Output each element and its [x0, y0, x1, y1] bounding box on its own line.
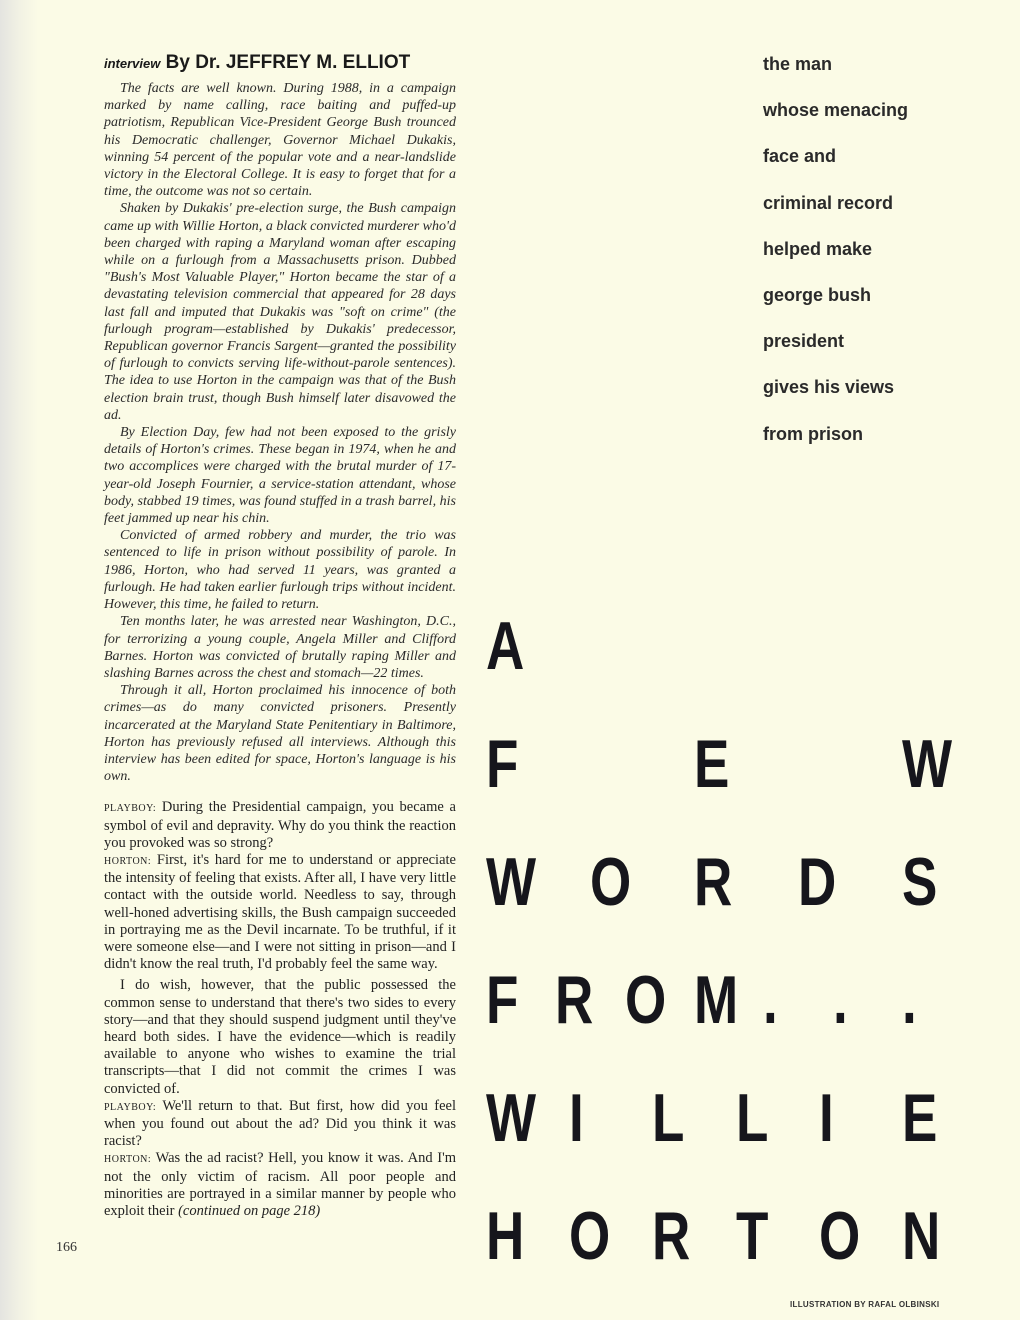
qa-paragraph [104, 1098, 456, 1151]
headline-row [486, 1198, 946, 1316]
intro-paragraph: Convicted of armed robbery and murder, the trio was sentenced to life in prison without possibility of parole. In 1986, Horton, who had served 11 years, was granted a furlough. He had taken earlier furlough trips without incident. However, this time, he failed to return. [104, 528, 456, 613]
tagline-line: criminal record [763, 192, 894, 213]
headline-letter: O [569, 1198, 611, 1274]
headline-letter: D [798, 844, 837, 920]
tagline-line: the man [763, 54, 833, 74]
tagline-line: whose menacing [763, 100, 909, 121]
headline-letter: . [832, 962, 848, 1038]
intro-paragraph: Shaken by Dukakis' pre-election surge, the Bush campaign came up with Willie Horton, a black convicted murderer who'd been charged with raping a Maryland woman after escaping while on a furlough from a Massachusetts prison. Dubbed "Bush's Most Valuable Player," Horton became the star of a devastating television commercial that appeared for 28 days last fall and imputed that Dukakis was "soft on crime" (the furlough program—established by Dukakis' predecessor, Republican governor Francis Sargent—granted the possibility of furlough to convicts serving life-without-parole sentences). The idea to use Horton in the campaign was that of the Bush election brain trust, though Bush himself later disavowed the ad. [104, 201, 456, 423]
tagline-line: gives his views [763, 377, 895, 398]
headline-row [486, 726, 953, 844]
intro-paragraph: Ten months later, he was arrested near Washington, D.C., for terrorizing a young couple, Angela Miller and Clifford Barnes. Horton was convicted of brutally raping Miller and slashing Barnes across the chest and stomach—22 times. [104, 614, 456, 681]
headline-letter: L [735, 1080, 769, 1156]
qa-text: During the Presidential campaign, you became a symbol of evil and depravity. Why do you think the reaction you provoked was so strong? [104, 799, 456, 851]
headline-letter: W [486, 844, 537, 920]
intro-paragraph: The facts are well known. During 1988, in a campaign marked by name calling, race baiting and puffed-up patriotism, Republican Vice-President George Bush trounced his Democratic challenger, Governor Michael Dukakis, winning 54 percent of the popular vote and a near-landslide victory in the Electoral College. It is easy to forget that for a time, the outcome was not so certain. [104, 81, 456, 200]
tagline-line: helped make [763, 238, 873, 259]
article-column [104, 52, 456, 1220]
qa-text: First, it's hard for me to understand or appreciate the intensity of feeling that exists. After all, I have very little contact with the outside world. Needless to say, through well-honed advertising skills, the Bush campaign succeeded in portraying me as the Devil incarnate. To be truthful, if it were someone else—and I were not sitting in prison—and I didn't know the real truth, I'd probably feel the same way. [104, 851, 456, 973]
continued-note: (continued on page 218) [178, 1203, 321, 1219]
headline-letter: M [694, 962, 739, 1038]
headline-letter: O [624, 962, 666, 1038]
speaker-label: HORTON: [104, 1154, 152, 1166]
byline [104, 52, 456, 74]
headline-letter: S [902, 844, 938, 920]
qa-paragraph [104, 799, 456, 852]
tagline-line: from prison [763, 423, 864, 444]
headline-letter: R [555, 962, 594, 1038]
headline-row [486, 844, 946, 962]
headline-letter: F [486, 962, 519, 1038]
headline-letter: W [902, 726, 953, 802]
tagline-line: face and [763, 146, 837, 167]
speaker-label: HORTON: [104, 855, 152, 867]
headline-letter: I [818, 1080, 834, 1156]
illustration-credit: ILLUSTRATION BY RAFAL OLBINSKI [790, 1300, 940, 1309]
headline-row [486, 608, 946, 726]
headline [486, 608, 953, 1316]
speaker-label: PLAYBOY: [104, 803, 157, 815]
headline-letter: R [694, 844, 733, 920]
page-number: 166 [56, 1240, 77, 1255]
interview-text [104, 799, 456, 1220]
headline-letter: R [652, 1198, 691, 1274]
headline-letter: L [652, 1080, 685, 1156]
headline-letter: N [902, 1198, 941, 1274]
headline-letter: E [902, 1080, 938, 1156]
tagline-line: president [763, 331, 845, 352]
qa-text: Was the ad racist? Hell, you know it was. And I'm not the only victim of racism. All poor people and minorities are portrayed in a similar manner by people who exploit their [104, 1150, 456, 1219]
headline-letter: F [486, 726, 519, 802]
headline-letter: I [569, 1080, 584, 1156]
qa-paragraph [104, 1150, 456, 1220]
headline-letter: E [694, 726, 730, 802]
headline-letter: W [486, 1080, 537, 1156]
qa-paragraph [104, 852, 456, 973]
qa-text: I do wish, however, that the public possessed the common sense to understand that there's two sides to every story—and that they should suspend judgment until they've heard both sides. I have the evidence—which is readily available to anyone who wishes to examine the trial transcripts—that I did not commit the crimes I was convicted of. [104, 977, 456, 1097]
headline-letter: O [818, 1198, 861, 1274]
headline-letter: H [486, 1198, 525, 1274]
tagline-line: george bush [763, 284, 872, 305]
headline-letter: A [486, 608, 525, 684]
intro-text [104, 80, 456, 785]
headline-row [486, 1080, 946, 1198]
headline-letter: . [902, 962, 917, 1038]
byline-tag: interview [104, 56, 161, 71]
qa-paragraph [104, 977, 456, 1097]
qa-text: We'll return to that. But first, how did you feel when you found out about the ad? Did you think it was racist? [104, 1097, 456, 1150]
page-binding-shadow [0, 0, 38, 1320]
tagline [763, 54, 1003, 470]
speaker-label: PLAYBOY: [104, 1101, 157, 1113]
headline-letter: T [735, 1198, 769, 1274]
headline-row [486, 962, 946, 1080]
headline-letter: . [763, 962, 779, 1038]
intro-paragraph: Through it all, Horton proclaimed his innocence of both crimes—as do many convicted prisoners. Presently incarcerated at the Maryland State Penitentiary in Baltimore, Horton has previously refused all interviews. Although this interview has been edited for space, Horton's language is his own. [104, 683, 456, 785]
intro-paragraph: By Election Day, few had not been exposed to the grisly details of Horton's crimes. These began in 1974, when he and two accomplices were charged with the brutal murder of 17-year-old Joseph Fournier, a service-station attendant, whose body, stabbed 19 times, was found stuffed in a trash barrel, his feet jammed up near his chin. [104, 425, 456, 527]
byline-author: By Dr. JEFFREY M. ELLIOT [165, 52, 411, 73]
headline-letter: O [590, 844, 632, 920]
